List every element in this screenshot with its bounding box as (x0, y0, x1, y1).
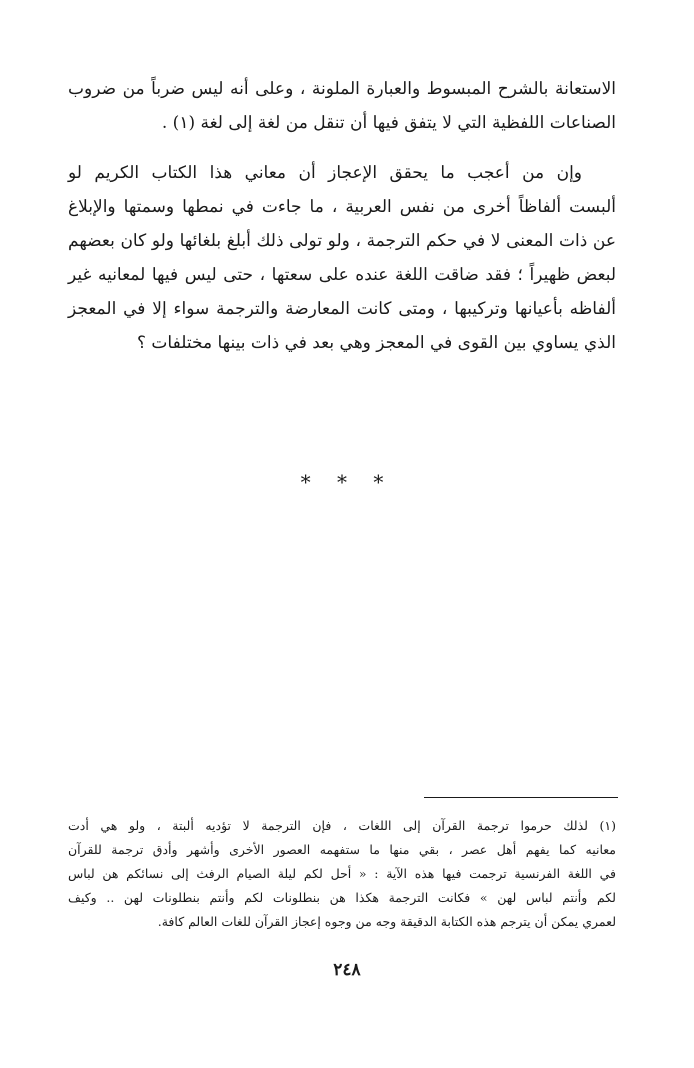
section-separator: * * * (300, 470, 394, 494)
footnote-block (68, 814, 616, 934)
text-line: ألفاظه بأعيانها وتركيبها ، ومتى كانت المعارضة والترجمة سواء إلا في المعجز (68, 299, 616, 319)
footnote-line: في اللغة الفرنسية ترجمت فيها هذه الآية : « أحل لكم ليلة الصيام الرفث إلى نسائكم هن لباس (68, 866, 616, 881)
paragraph-1 (68, 72, 616, 140)
text-line: عن ذات المعنى لا في حكم الترجمة ، ولو تولى ذلك أبلغ بلغائها ولو كان بعضهم (68, 231, 616, 251)
paragraph-2 (68, 156, 616, 360)
footnote-line: (١) لذلك حرموا ترجمة القرآن إلى اللغات ، فإن الترجمة لا تؤديه ألبتة ، ولو هي أدت (68, 818, 616, 833)
text-line: الصناعات اللفظية التي لا يتفق فيها أن تنقل من لغة إلى لغة (١) . (161, 113, 616, 133)
text-line: وإن من أعجب ما يحقق الإعجاز أن معاني هذا الكتاب الكريم لو (68, 163, 582, 183)
footnote-line: معانيه كما يفهم أهل عصر ، بقي منها ما ستفهمه العصور الأخرى وأشهر وأدق ترجمة للقرآن (68, 842, 616, 857)
footnote-line: لعمري يمكن أن يترجم هذه الكتابة الدقيقة وجه من وجوه إعجاز القرآن للغات العالم كافة. (157, 914, 616, 929)
footnote-line: لكم وأنتم لباس لهن » فكانت الترجمة هكذا هن بنطلونات لكم وأنتم بنطلونات لهن .. وكيف (68, 890, 616, 905)
text-line: ألبست ألفاظاً أخرى من نفس العربية ، ما جاءت في نمطها وسمتها والإبلاغ (68, 197, 616, 217)
footnote-divider (424, 797, 618, 798)
text-line: الذي يساوي بين القوى في المعجز وهي بعد في ذات بينها مختلفات ؟ (137, 333, 616, 353)
page-number: ٢٤٨ (333, 960, 361, 980)
text-line: لبعض ظهيراً ؛ فقد ضاقت اللغة عنده على سعتها ، حتى ليس فيها لمعانيه غير (68, 265, 616, 285)
text-line: الاستعانة بالشرح المبسوط والعبارة الملونة ، وعلى أنه ليس ضرباً من ضروب (68, 79, 616, 99)
